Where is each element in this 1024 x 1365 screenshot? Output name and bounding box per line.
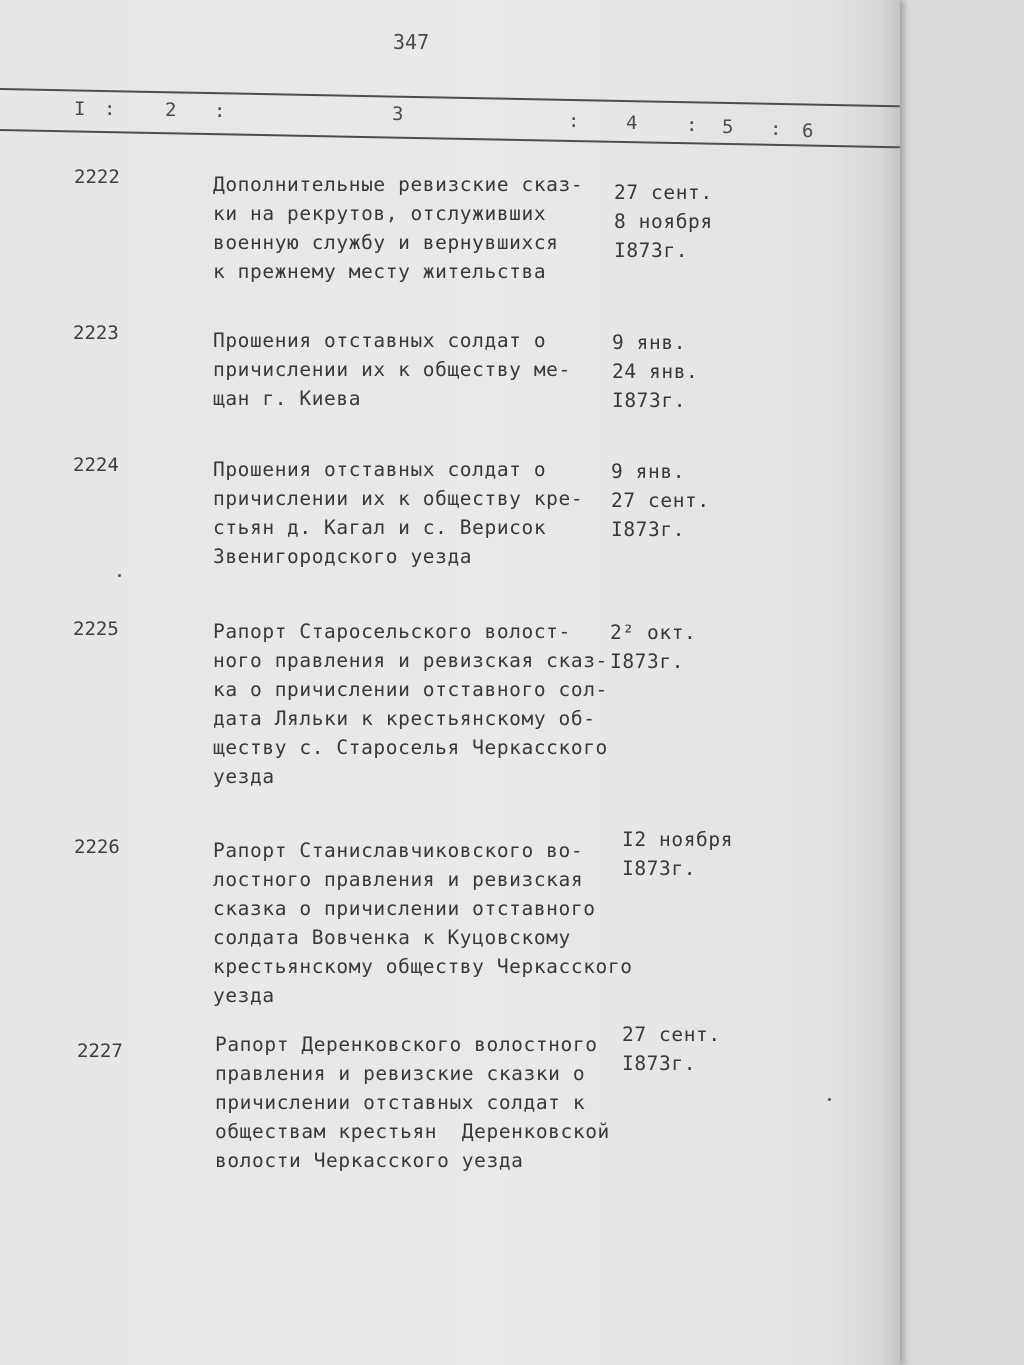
item-number: 2226 <box>74 836 120 858</box>
column-separator: : <box>686 114 698 136</box>
column-separator: : <box>770 118 782 140</box>
column-header-6: 6 <box>802 120 814 142</box>
item-description: Прошения отставных солдат о причислении их к обществу ме- щан г. Киева <box>213 329 571 410</box>
item-dates: 9 янв. 27 сент. I873г. <box>611 460 710 541</box>
item-dates: 27 сент. I873г. <box>622 1023 721 1075</box>
item-number: 2227 <box>77 1040 123 1062</box>
item-number: 2223 <box>73 322 119 344</box>
item-description: Рапорт Станиславчиковского во- лостного правления и ревизская сказка о причислении отставного солдата Вовченка к Куцовскому крестьянскому обществу Черкасского уезда <box>213 839 633 1007</box>
item-dates: 27 сент. 8 ноября I873г. <box>614 181 713 262</box>
item-description: Дополнительные ревизские сказ- ки на рекрутов, отслуживших военную службу и вернувшихся к прежнему месту жительства <box>213 173 584 283</box>
item-number: 2224 <box>73 454 119 476</box>
page-edge-shadow <box>880 0 900 1365</box>
paper-speck <box>828 1098 831 1101</box>
column-header-4: 4 <box>626 112 638 134</box>
item-dates: I2 ноября I873г. <box>622 828 734 880</box>
column-header-2: 2 <box>165 99 177 121</box>
column-separator: : <box>568 110 580 132</box>
item-number: 2222 <box>74 166 120 188</box>
column-header-3: 3 <box>392 103 404 125</box>
column-header-1: I <box>74 98 86 120</box>
header-rule-bottom <box>0 129 900 148</box>
column-separator: : <box>104 98 116 120</box>
page-number: 347 <box>393 30 430 54</box>
item-description: Рапорт Старосельского волост- ного правления и ревизская сказ- ка о причислении отставного сол- дата Ляльки к крестьянскому об- ществу с. Староселья Черкасского уезда <box>213 620 608 788</box>
column-separator: : <box>214 100 226 122</box>
item-description: Прошения отставных солдат о причислении их к обществу кре- стьян д. Кагал и с. Верисок Звенигородского уезда <box>213 458 584 568</box>
item-dates: 9 янв. 24 янв. I873г. <box>612 331 699 412</box>
item-dates: 2² окт. I873г. <box>610 621 697 673</box>
item-description: Рапорт Деренковского волостного правления и ревизские сказки о причислении отставных солдат к обществам крестьян Деренковской волости Черкасского уезда <box>215 1033 610 1172</box>
header-rule-top <box>0 88 900 107</box>
paper-speck <box>118 574 121 577</box>
item-number: 2225 <box>73 618 119 640</box>
column-header-5: 5 <box>722 116 734 138</box>
